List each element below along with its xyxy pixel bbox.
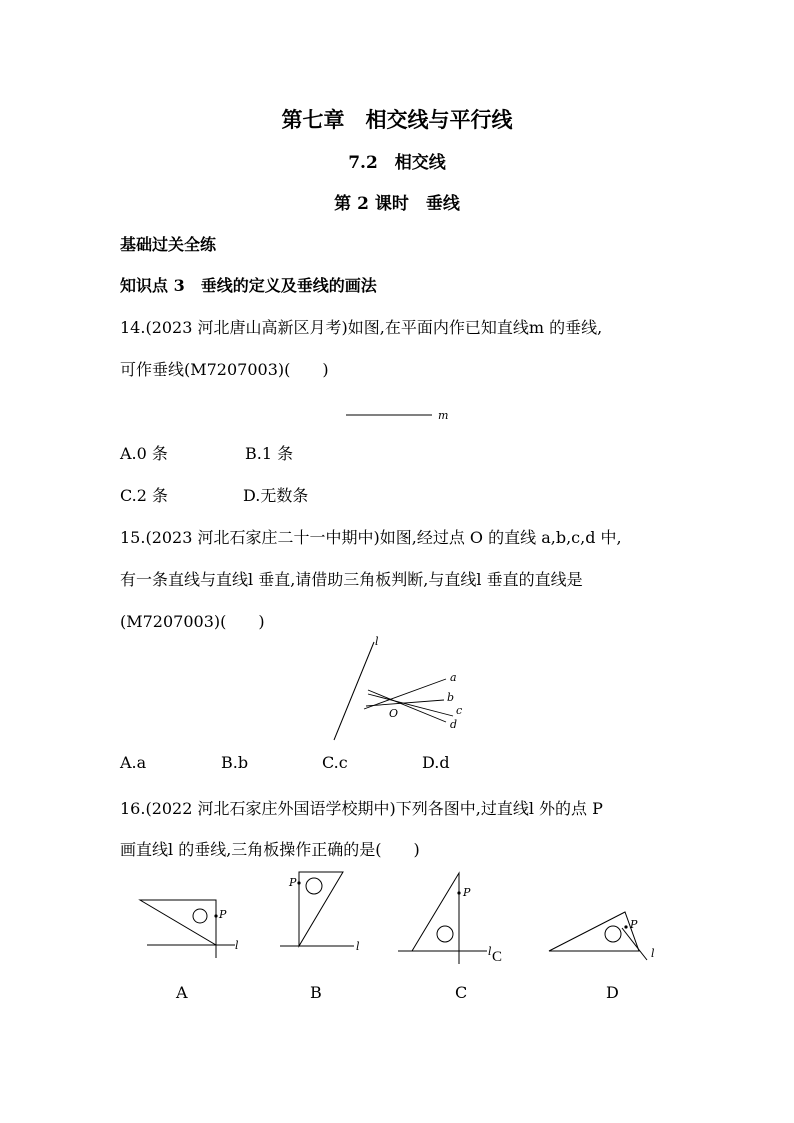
q15-option-c[interactable]: C.c [322,753,348,772]
q15-label-a: a [450,671,457,684]
q15-label-l: l [375,635,379,648]
q16-caption-c[interactable]: C [455,983,468,1002]
knowledge-point-heading: 知识点 3 垂线的定义及垂线的画法 [120,276,377,295]
q15-line-l [334,642,374,740]
q16-a-label-p: P [219,908,227,921]
lesson-title: 第 2 课时 垂线 [334,194,460,214]
chapter-title: 第七章 相交线与平行线 [281,107,513,132]
q14-option-a[interactable]: A.0 条 [120,444,168,463]
q15-stem-line3: (M7207003)( ) [120,612,265,631]
q16-caption-b[interactable]: B [310,983,322,1002]
practice-heading: 基础过关全练 [120,235,217,254]
q16-stem-line2: 画直线l 的垂线,三角板操作正确的是( ) [120,840,420,859]
q14-option-d[interactable]: D.无数条 [243,486,309,505]
q15-figure [320,630,470,745]
q16-d-label-l: l [651,947,655,960]
q15-line-d [368,690,446,722]
q16-d-label-p: P [630,918,638,931]
q16-a-label-l: l [235,939,239,952]
q15-stem-line1: 15.(2023 河北石家庄二十一中期中)如图,经过点 O 的直线 a,b,c,d 中, [120,528,622,547]
q15-label-c: c [456,704,463,717]
q15-option-b[interactable]: B.b [221,753,249,772]
q15-option-a[interactable]: A.a [120,753,147,772]
q16-figure-d [545,900,665,970]
q16-caption-d[interactable]: D [606,983,619,1002]
q16-figure-a [130,890,250,970]
q14-label-m: m [438,409,449,422]
q16-stem-line1: 16.(2022 河北石家庄外国语学校期中)下列各图中,过直线l 外的点 P [120,799,603,818]
q15-label-d: d [450,718,458,731]
q16-b-label-l: l [356,940,360,953]
q16-figure-c [390,864,510,964]
q14-stem-line1: 14.(2023 河北唐山高新区月考)如图,在平面内作已知直线m 的垂线, [120,318,603,337]
q16-c-label-p: P [463,886,471,899]
q16-b-label-p: P [289,876,297,889]
q16-c-extra-label: C [492,949,503,965]
section-title: 7.2 相交线 [348,153,446,173]
q15-line-a [364,679,446,709]
q14-stem-line2: 可作垂线(M7207003)( ) [120,360,329,379]
q14-option-b[interactable]: B.1 条 [245,444,294,463]
q16-figure-b [280,862,380,962]
q16-caption-a[interactable]: A [176,983,188,1002]
q14-figure [340,404,460,424]
q15-option-d[interactable]: D.d [422,753,450,772]
q15-stem-line2: 有一条直线与直线l 垂直,请借助三角板判断,与直线l 垂直的直线是 [120,570,583,589]
q14-option-c[interactable]: C.2 条 [120,486,169,505]
q16-c-label-l: l [488,945,492,958]
q15-label-o: O [389,707,399,720]
q15-label-b: b [447,691,455,704]
